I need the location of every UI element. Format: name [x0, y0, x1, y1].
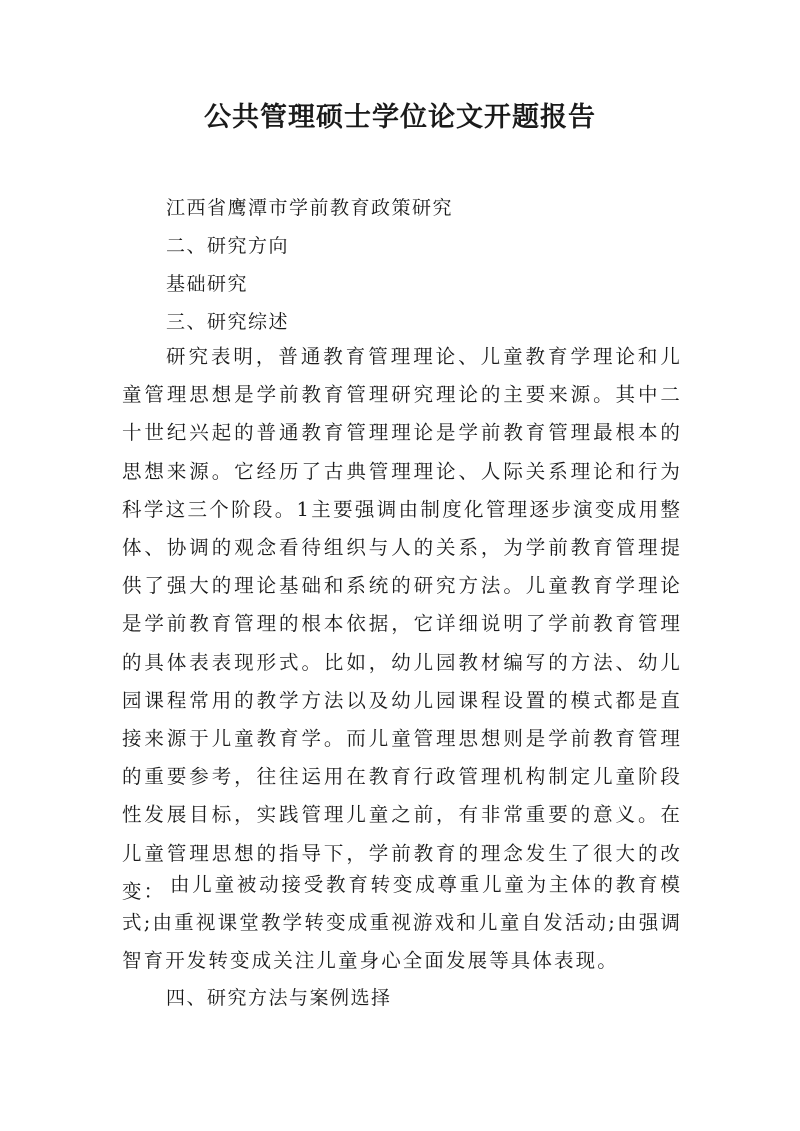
- section-heading-research-direction: 二、研究方向: [166, 235, 290, 257]
- section-heading-research-review: 三、研究综述: [166, 311, 290, 333]
- review-paragraph: 研究表明，普通教育管理理论、儿童教育学理论和儿童管理思想是学前教育管理研究理论的主要来源。其中二十世纪兴起的普通教育管理理论是学前教育管理最根本的思想来源。它经历了古典管理理论、人际关系理论和行为科学这三个阶段。1主要强调由制度化管理逐步演变成用整体、协调的观念看待组织与人的关系，为学前教育管理提供了强大的理论基础和系统的研究方法。儿童教育学理论是学前教育管理的根本依据，它详细说明了学前教育管理的具体表表现形式。比如，幼儿园教材编写的方法、幼儿园课程常用的教学方法以及幼儿园课程设置的模式都是直接来源于儿童教育学。而儿童管理思想则是学前教育管理的重要参考，往往运用在教育行政管理机构制定儿童阶段性发展目标，实践管理儿童之前，有非常重要的意义。在儿童管理思想的指导下，学前教育的理念发生了很大的改变：: [122, 345, 682, 903]
- review-paragraph-continued: 由儿童被动接受教育转变成尊重儿童为主体的教育模式;由重视课堂教学转变成重视游戏和儿童自发活动;由强调智育开发转变成关注儿童身心全面发展等具体表现。: [122, 873, 682, 973]
- section-heading-methods: 四、研究方法与案例选择: [166, 987, 392, 1009]
- research-topic: 江西省鹰潭市学前教育政策研究: [166, 197, 454, 219]
- document-title: 公共管理硕士学位论文开题报告: [204, 102, 596, 133]
- research-direction-content: 基础研究: [166, 273, 249, 295]
